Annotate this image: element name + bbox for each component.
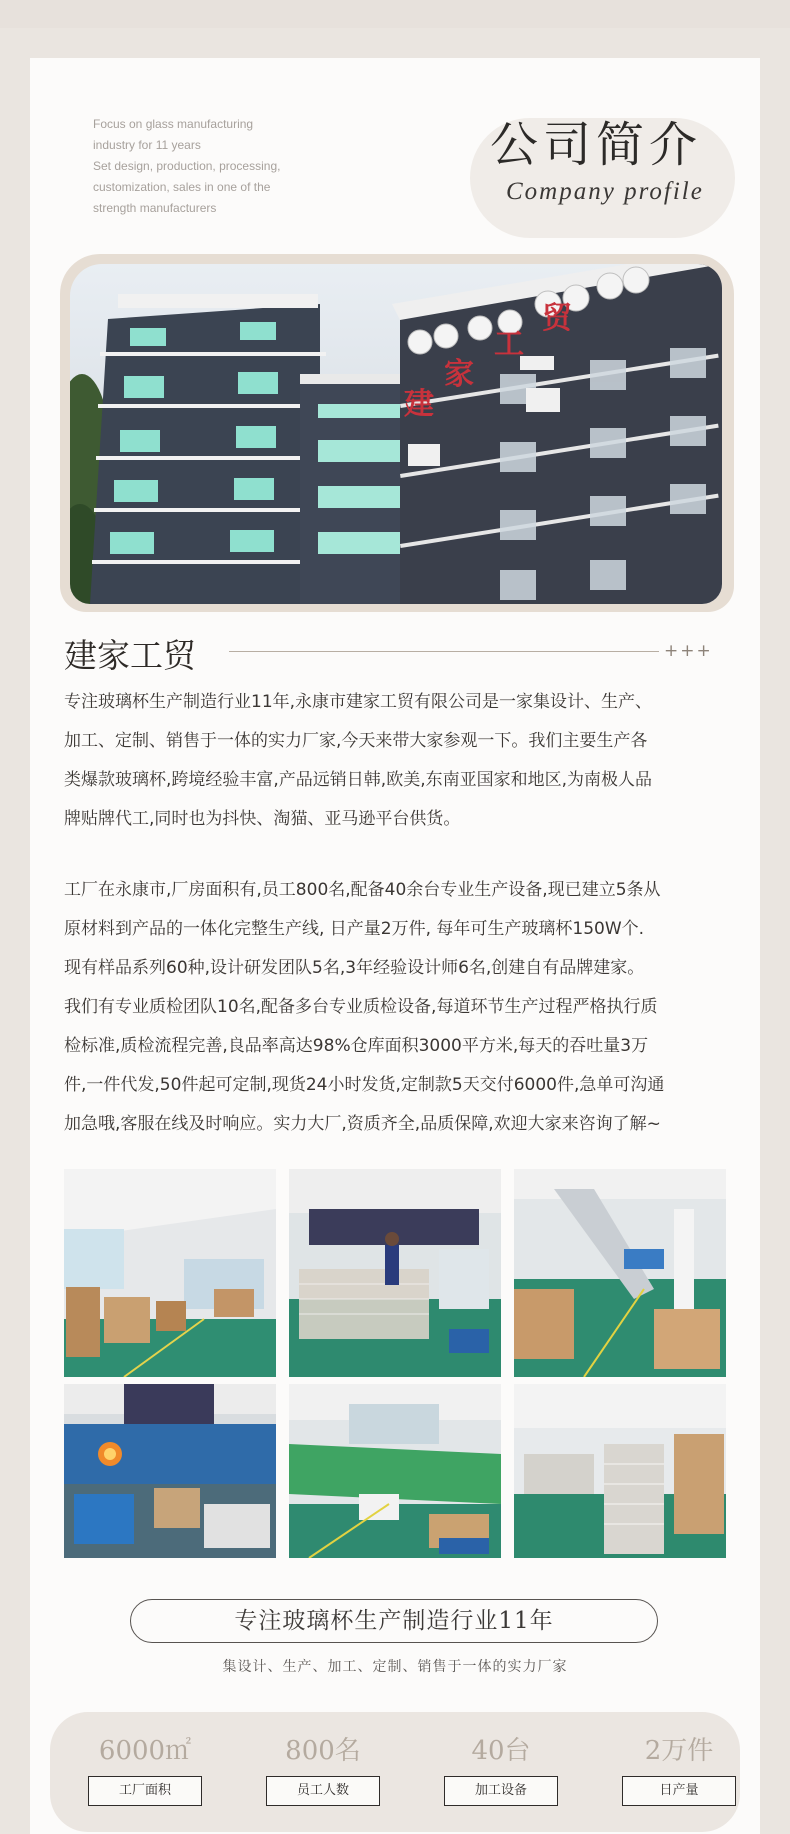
paragraph-line: 牌贴牌代工,同时也为抖快、淘猫、亚马逊平台供货。 <box>64 809 461 829</box>
plus-decoration: +++ <box>664 641 713 661</box>
intro-line: Set design, production, processing, <box>93 159 281 173</box>
factory-photo <box>289 1169 501 1377</box>
stat-label: 加工设备 <box>444 1776 558 1806</box>
stat-value: 6000㎡ <box>98 1736 192 1766</box>
stat-label: 工厂面积 <box>88 1776 202 1806</box>
factory-photo <box>64 1384 276 1592</box>
detail-paragraph <box>64 871 734 1144</box>
factory-photo <box>514 1169 726 1377</box>
paragraph-line: 我们有专业质检团队10名,配备多台专业质检设备,每道环节生产过程严格执行质 <box>64 997 658 1017</box>
stat-employees <box>248 1712 398 1806</box>
stat-label: 员工人数 <box>266 1776 380 1806</box>
page-title: 公司简介 <box>490 117 703 173</box>
paragraph-line: 类爆款玻璃杯,跨境经验丰富,产品远销日韩,欧美,东南亚国家和地区,为南极人品 <box>64 770 653 790</box>
factory-photo-grid <box>64 1169 726 1558</box>
stat-value: 40台 <box>471 1736 531 1766</box>
stat-factory-area <box>70 1712 220 1806</box>
stat-value: 800名 <box>285 1736 361 1766</box>
paragraph-line: 原材料到产品的一体化完整生产线, 日产量2万件, 每年可生产玻璃杯150W个. <box>64 919 645 939</box>
factory-photo <box>514 1384 726 1592</box>
building-sign-char: 家 <box>444 357 474 392</box>
paragraph-line: 检标准,质检流程完善,良品率高达98%仓库面积3000平方米,每天的吞吐量3万 <box>64 1036 649 1056</box>
paragraph-line: 专注玻璃杯生产制造行业11年,永康市建家工贸有限公司是一家集设计、生产、 <box>64 692 653 712</box>
stats-panel <box>50 1712 740 1832</box>
paragraph-line: 件,一件代发,50件起可定制,现货24小时发货,定制款5天交付6000件,急单可沟通 <box>64 1075 665 1095</box>
slogan-pill: 专注玻璃杯生产制造行业11年 <box>130 1599 658 1643</box>
building-sign-char: 贸 <box>542 301 572 336</box>
intro-line: customization, sales in one of the <box>93 180 271 194</box>
factory-photo <box>289 1384 501 1592</box>
intro-text-block <box>93 114 333 219</box>
building-sign-char: 建 <box>404 387 434 422</box>
divider-line <box>229 651 659 652</box>
building-sign-char: 工 <box>494 327 524 362</box>
top-band <box>0 0 790 28</box>
stat-value: 2万件 <box>644 1736 714 1766</box>
section-heading: 建家工贸 <box>64 636 196 675</box>
intro-line: industry for 11 years <box>93 138 201 152</box>
factory-building-photo <box>70 264 722 604</box>
intro-paragraph <box>64 683 734 839</box>
intro-line: Focus on glass manufacturing <box>93 117 254 131</box>
stat-label: 日产量 <box>622 1776 736 1806</box>
stat-equipment <box>426 1712 576 1806</box>
intro-line: strength manufacturers <box>93 201 217 215</box>
factory-photo <box>64 1169 276 1377</box>
paragraph-line: 现有样品系列60种,设计研发团队5名,3年经验设计师6名,创建自有品牌建家。 <box>64 958 645 978</box>
page-subtitle: Company profile <box>506 178 704 205</box>
paragraph-line: 加急哦,客服在线及时响应。实力大厂,资质齐全,品质保障,欢迎大家来咨询了解~ <box>64 1114 661 1134</box>
stat-daily-output <box>604 1712 754 1806</box>
slogan-subline: 集设计、生产、加工、定制、销售于一体的实力厂家 <box>222 1659 568 1675</box>
paragraph-line: 工厂在永康市,厂房面积有,员工800名,配备40余台专业生产设备,现已建立5条从 <box>64 880 661 900</box>
paragraph-line: 加工、定制、销售于一体的实力厂家,今天来带大家参观一下。我们主要生产各 <box>64 731 648 751</box>
